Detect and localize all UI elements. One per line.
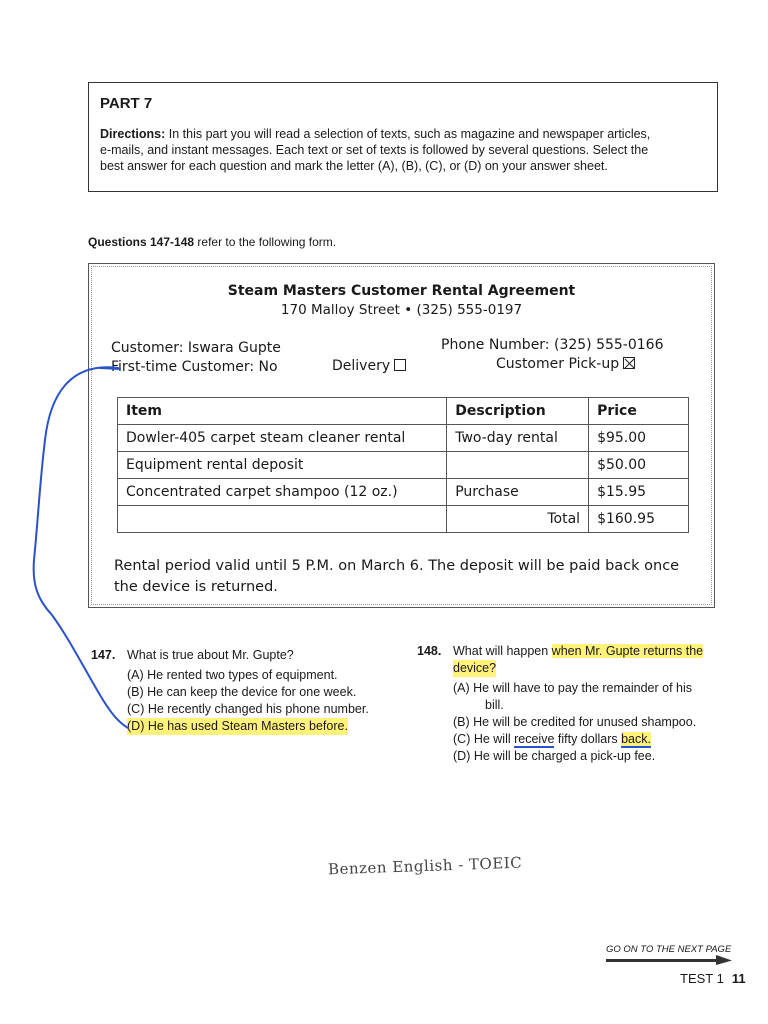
answer-option-b[interactable]: (B) He can keep the device for one week. (127, 685, 357, 699)
item-cell: Equipment rental deposit (118, 452, 447, 479)
answer-option-c[interactable] (453, 731, 651, 748)
price-cell: $15.95 (589, 479, 689, 506)
directions-line-3: best answer for each question and mark the letter (A), (B), (C), or (D) on your answer sheet. (100, 159, 608, 173)
price-cell: $95.00 (589, 425, 689, 452)
answer-option-a[interactable]: (A) He rented two types of equipment. (127, 668, 338, 682)
answer-option-d[interactable]: (D) He will be charged a pick-up fee. (453, 749, 656, 763)
directions-text (100, 126, 706, 174)
test-label: TEST 1 (680, 971, 724, 986)
delivery-label: Delivery (332, 358, 391, 374)
total-label: Total (447, 506, 589, 533)
question-148 (417, 643, 737, 768)
question-reference (88, 235, 336, 249)
description-cell: Two-day rental (447, 425, 589, 452)
directions-line-2: e-mails, and instant messages. Each text or set of texts is followed by several questions. Select the (100, 143, 649, 157)
table-header-row (118, 398, 689, 425)
directions-box (88, 82, 718, 192)
question-147 (91, 647, 391, 742)
question-number: 147. (91, 648, 116, 662)
column-header-price: Price (589, 398, 689, 425)
first-time-customer: First-time Customer: No (111, 359, 278, 375)
question-reference-text: refer to the following form. (194, 235, 337, 249)
highlighted-stem-text: when Mr. Gupte returns the (551, 644, 704, 658)
answer-option-a-continuation: bill. (485, 698, 504, 712)
answer-option-d[interactable]: (D) He has used Steam Masters before. (127, 719, 348, 733)
benzen-stamp: Benzen English - TOEIC (327, 853, 523, 879)
table-total-row (118, 506, 689, 533)
total-value: $160.95 (589, 506, 689, 533)
highlighted-stem-continuation: device? (453, 661, 497, 675)
table-row (118, 452, 689, 479)
description-cell: Purchase (447, 479, 589, 506)
customer-phone: Phone Number: (325) 555-0166 (441, 337, 664, 353)
underlined-word-receive: receive (514, 732, 555, 746)
empty-cell (118, 506, 447, 533)
form-address: 170 Malloy Street • (325) 555-0197 (280, 302, 523, 318)
note-line-1: Rental period valid until 5 P.M. on March 6. The deposit will be paid back once (114, 558, 680, 574)
table-row (118, 425, 689, 452)
answer-option-b[interactable]: (B) He will be credited for unused shampoo. (453, 715, 697, 729)
pickup-option (496, 356, 635, 372)
directions-line-1: In this part you will read a selection of texts, such as magazine and newspaper articles, (165, 127, 651, 141)
note-line-2: the device is returned. (114, 579, 278, 595)
page-footer (680, 971, 746, 986)
option-c-text-middle: fifty dollars (554, 732, 622, 746)
question-number: 148. (417, 644, 442, 658)
option-c-text-start: (C) He will (453, 732, 515, 746)
rental-table (117, 397, 689, 533)
form-title: Steam Masters Customer Rental Agreement (227, 283, 576, 299)
delivery-checkbox (394, 359, 406, 371)
column-header-description: Description (447, 398, 589, 425)
directions-label: Directions: (100, 127, 166, 141)
delivery-option (332, 358, 406, 374)
item-cell: Dowler-405 carpet steam cleaner rental (118, 425, 447, 452)
price-cell: $50.00 (589, 452, 689, 479)
question-stem-start: What will happen (453, 644, 552, 658)
description-cell (447, 452, 589, 479)
right-arrow-icon (606, 955, 732, 965)
customer-name: Customer: Iswara Gupte (111, 340, 281, 356)
page-number: 11 (731, 971, 746, 986)
go-on-text: GO ON TO THE NEXT PAGE (606, 944, 732, 955)
part-title: PART 7 (100, 95, 153, 112)
underlined-word-back: back. (621, 732, 651, 746)
question-stem: What is true about Mr. Gupte? (127, 648, 294, 662)
column-header-item: Item (118, 398, 447, 425)
table-row (118, 479, 689, 506)
answer-option-a[interactable]: (A) He will have to pay the remainder of his (453, 681, 692, 695)
question-stem (453, 643, 703, 660)
answer-option-c[interactable]: (C) He recently changed his phone number. (127, 702, 369, 716)
rental-form (88, 263, 715, 608)
question-range: Questions 147-148 (88, 235, 195, 249)
pickup-checkbox-checked (623, 357, 635, 369)
item-cell: Concentrated carpet shampoo (12 oz.) (118, 479, 447, 506)
rental-period-note (114, 556, 694, 598)
pickup-label: Customer Pick-up (496, 356, 620, 372)
